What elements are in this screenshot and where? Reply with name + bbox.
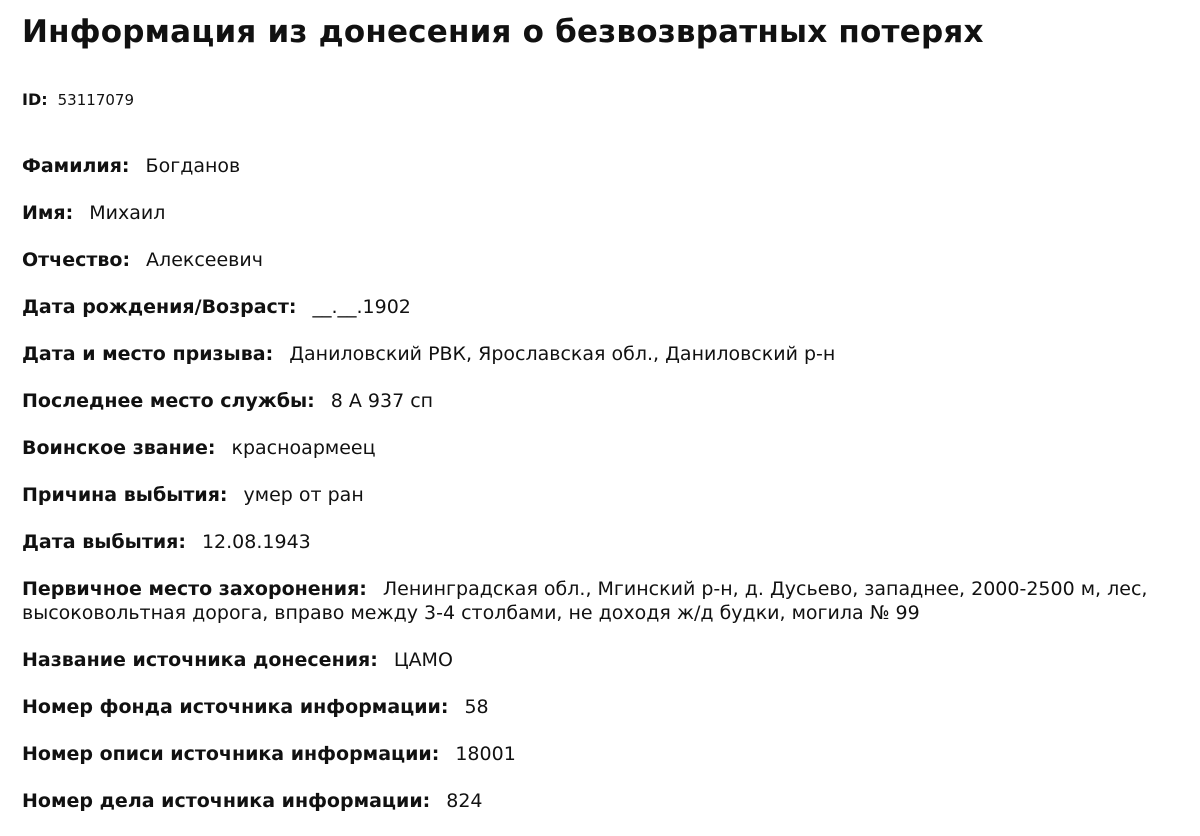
field-label: Воинское звание: [22, 437, 216, 459]
field-value: Алексеевич [146, 249, 263, 271]
field-value: Михаил [89, 202, 166, 224]
field-source-name [22, 648, 1200, 672]
field-birth-date [22, 295, 1200, 319]
field-value: 18001 [455, 743, 516, 765]
field-label: Название источника донесения: [22, 649, 378, 671]
field-value: 58 [464, 696, 489, 718]
page-title: Информация из донесения о безвозвратных потерях [22, 14, 984, 50]
field-loss-date [22, 530, 1200, 554]
field-burial-place [22, 577, 1200, 625]
field-label: Номер описи источника информации: [22, 743, 440, 765]
field-value: 824 [446, 790, 483, 812]
record-fields-list [22, 154, 1200, 813]
field-first-name [22, 201, 1200, 225]
field-value: ЦАМО [393, 649, 453, 671]
field-label: Номер дела источника информации: [22, 790, 431, 812]
field-label: Фамилия: [22, 155, 130, 177]
field-patronymic [22, 248, 1200, 272]
field-loss-reason [22, 483, 1200, 507]
field-label: Первичное место захоронения: [22, 578, 367, 600]
field-label: Отчество: [22, 249, 131, 271]
field-draft-info [22, 342, 1200, 366]
field-military-rank [22, 436, 1200, 460]
field-label: Дата и место призыва: [22, 343, 274, 365]
field-value: умер от ран [243, 484, 364, 506]
field-inventory-number [22, 742, 1200, 766]
field-label: Дата рождения/Возраст: [22, 296, 297, 318]
field-fund-number [22, 695, 1200, 719]
field-label: Имя: [22, 202, 74, 224]
field-value: 12.08.1943 [201, 531, 311, 553]
field-label: Последнее место службы: [22, 390, 315, 412]
field-label: Причина выбытия: [22, 484, 228, 506]
field-value: 8 А 937 сп [330, 390, 434, 412]
field-value: Даниловский РВК, Ярославская обл., Даниловский р-н [289, 343, 836, 365]
field-label: Номер фонда источника информации: [22, 696, 449, 718]
field-value: __.__.1902 [312, 296, 411, 318]
field-value: Ленинградская обл., Мгинский р-н, д. Дусьево, западнее, 2000-2500 м, лес, высоковольтная дорога, вправо между 3-4 столбами, не доходя ж/д будки, могила № 99 [22, 578, 1148, 624]
record-id-label: ID: [22, 90, 48, 109]
field-value: красноармеец [231, 437, 376, 459]
field-case-number [22, 789, 1200, 813]
field-label: Дата выбытия: [22, 531, 186, 553]
field-last-service-place [22, 389, 1200, 413]
field-value: Богданов [145, 155, 241, 177]
record-id-row [22, 90, 1200, 110]
record-id-value: 53117079 [57, 91, 134, 109]
field-last-name [22, 154, 1200, 178]
